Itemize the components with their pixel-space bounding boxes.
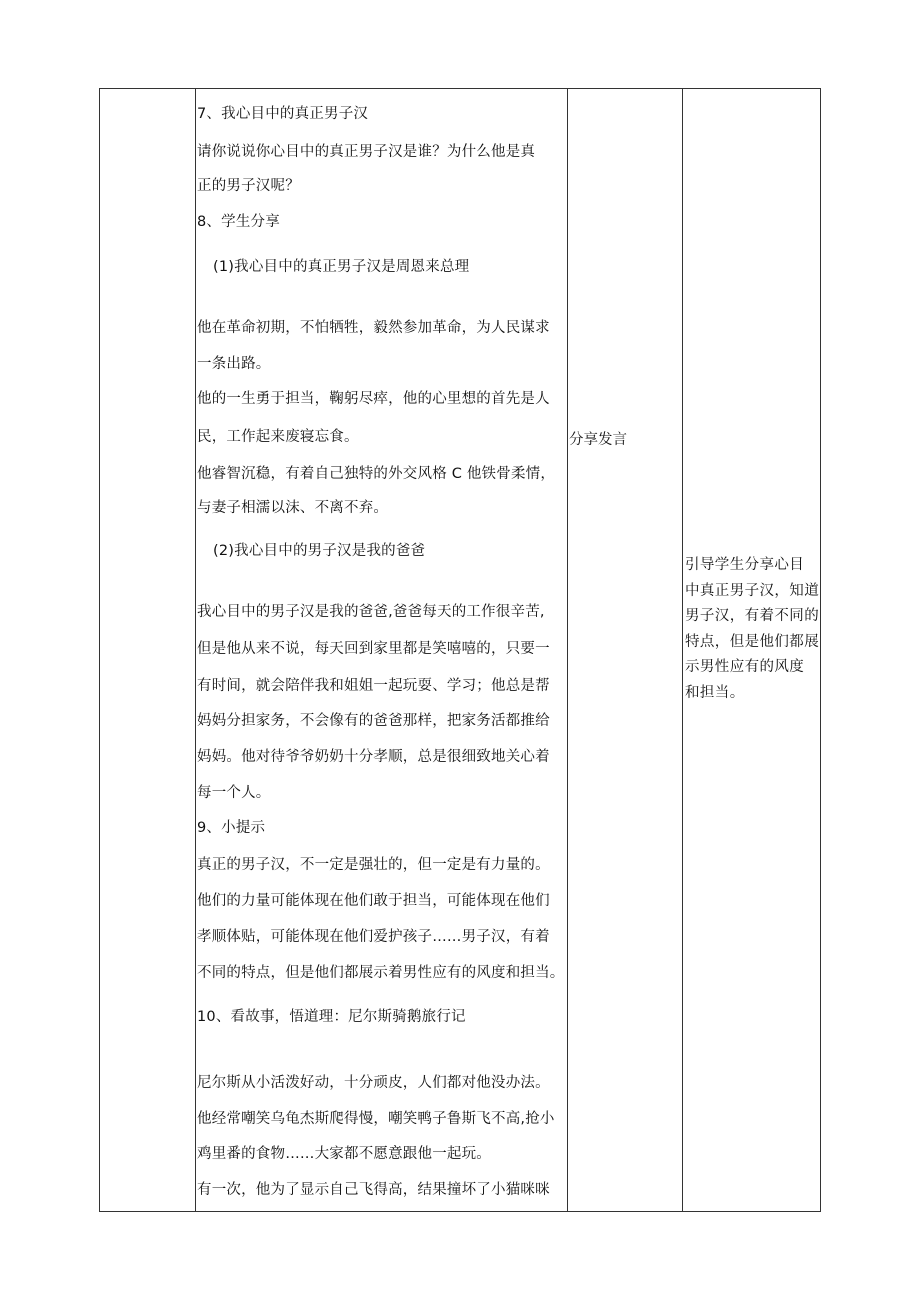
text-line: 我心目中的男子汉是我的爸爸,爸爸每天的工作很辛苦, (197, 604, 545, 620)
section-8-heading: 8、学生分享 (197, 214, 280, 230)
text-line: 有一次，他为了显示自己飞得高，结果撞坏了小猫咪咪 (197, 1182, 550, 1198)
text-line: 男子汉，有着不同的 (685, 608, 820, 624)
text-line: 但是他从来不说，每天回到家里都是笑嘻嘻的，只要一 (197, 641, 550, 657)
section-10-heading: 10、看故事，悟道理：尼尔斯骑鹅旅行记 (197, 1009, 466, 1025)
column-divider (195, 88, 196, 1212)
share-2-title: (2)我心目中的男子汉是我的爸爸 (213, 543, 426, 559)
text-line: 他在革命初期，不怕牺牲，毅然参加革命，为人民谋求 (197, 320, 550, 336)
section-7-heading: 7、我心目中的真正男子汉 (197, 106, 369, 122)
column-divider (682, 88, 683, 1212)
text-line: 一条出路。 (197, 356, 271, 372)
text-line: 与妻子相濡以沫、不离不弃。 (197, 500, 389, 516)
text-line: 他的一生勇于担当，鞠躬尽瘁，他的心里想的首先是人 (197, 391, 550, 407)
text-line: 请你说说你心目中的真正男子汉是谁？为什么他是真 (197, 144, 536, 160)
text-line: 孝顺体贴，可能体现在他们爱护孩子……男子汉，有着 (197, 929, 550, 945)
section-9-heading: 9、小提示 (197, 820, 266, 836)
share-1-title: (1)我心目中的真正男子汉是周恩来总理 (213, 259, 470, 275)
text-line: 引导学生分享心目 (685, 557, 805, 573)
text-line: 他睿智沉稳，有着自己独特的外交风格 C 他铁骨柔情， (197, 466, 556, 482)
text-line: 真正的男子汉，不一定是强壮的，但一定是有力量的。 (197, 857, 550, 873)
text-line: 每一个人。 (197, 785, 271, 801)
text-line: 正的男子汉呢？ (197, 178, 300, 194)
text-line: 鸡里番的食物……大家都不愿意跟他一起玩。 (197, 1146, 491, 1162)
student-activity: 分享发言 (569, 432, 627, 448)
text-line: 他们的力量可能体现在他们敢于担当，可能体现在他们 (197, 893, 550, 909)
text-line: 和担当。 (685, 684, 745, 701)
text-line: 不同的特点，但是他们都展示着男性应有的风度和担当。 (197, 965, 565, 981)
design-intent-cell (685, 556, 821, 709)
text-line: 有时间，就会陪伴我和姐姐一起玩耍、学习；他总是帮 (197, 678, 550, 694)
text-line: 妈妈。他对待爷爷奶奶十分孝顺，总是很细致地关心着 (197, 749, 550, 765)
text-line: 尼尔斯从小活泼好动，十分顽皮，人们都对他没办法。 (197, 1075, 550, 1091)
text-line: 他经常嘲笑乌龟杰斯爬得慢，嘲笑鸭子鲁斯飞不高,抢小 (197, 1111, 555, 1127)
text-line: 妈妈分担家务，不会像有的爸爸那样，把家务活都推给 (197, 713, 550, 729)
text-line: 特点，但是他们都展 (685, 633, 820, 650)
text-line: 中真正男子汉，知道 (685, 582, 820, 599)
text-line: 民，工作起来废寝忘食。 (197, 429, 359, 445)
text-line: 示男性应有的风度 (685, 659, 805, 675)
